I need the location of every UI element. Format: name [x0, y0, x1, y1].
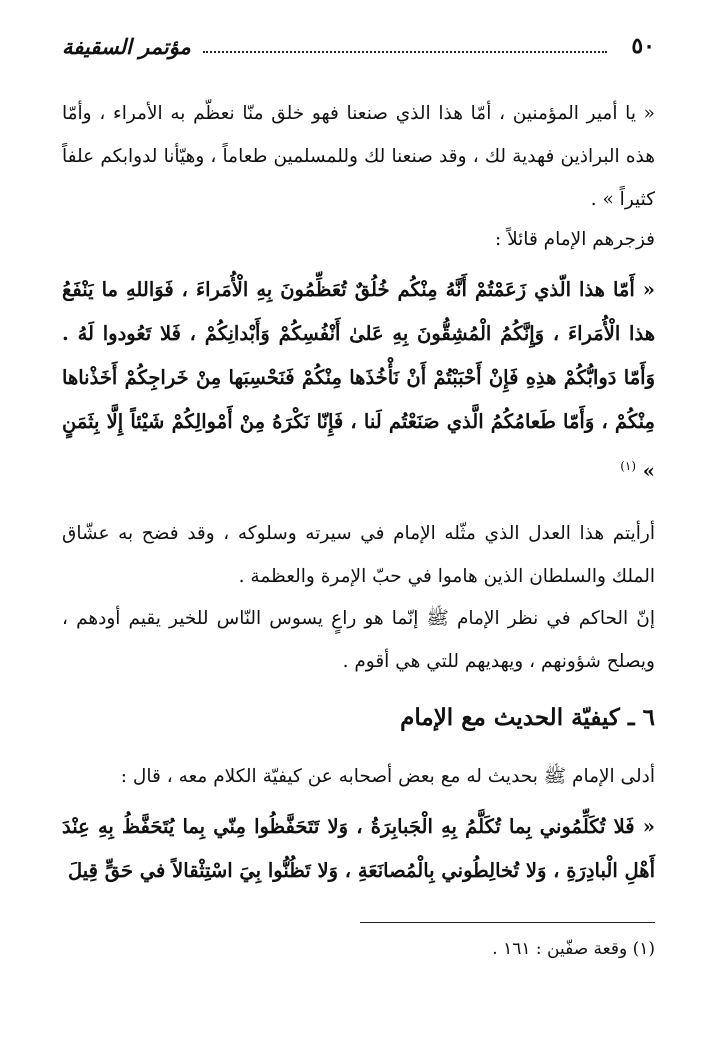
paragraph-3: أرأيتم هذا العدل الذي مثّله الإمام في سيرته وسلوكه ، وقد فضح به عشّاق الملك والسلطان الذين هاموا في حبّ الإمرة والعظمة .	[62, 523, 655, 587]
page-number: ٥٠	[631, 33, 655, 59]
quote-text: « أَمّا هذا الّذي زَعَمْتُمْ أَنَّهُ مِنْكُم خُلُقٌ تُعَظِّمُونَ بِهِ الْأُمَراءَ ، فَوَاللهِ ما يَنْفَعُ هذا الْأُمَراءَ ، وَإِنَّكُمُ الْمُشِقُّونَ بِهِ عَلىٰ أَنْفُسِكُمْ وَأَبْدانِكُمْ ، فَلا تَعُودوا لَهُ . وَأَمّا دَوابُّكُمْ هذِهِ فَإِنْ أَحْبَبْتُمْ أَنْ نَأْخُذَها مِنْكُمْ فَنَحْسِبَها مِنْ خَراجِكُمْ أَخَذْناها مِنْكُمْ ، وَأَمّا طَعامُكُمُ الَّذي صَنَعْتُم لَنا ، فَإِنّا نَكْرَهُ مِنْ أَمْوالِكُمْ شَيْئاً إِلَّا بِثَمَنٍ »	[62, 278, 655, 483]
section-heading: ٦ ـ كيفيّة الحديث مع الإمام	[400, 704, 655, 731]
header-dotted-leader	[203, 51, 608, 53]
paragraph-4: إنّ الحاكم في نظر الإمام ﷺ إنّما هو راعٍ يسوس النّاس للخير يقيم أودهم ، ويصلح شؤونهم ، ويهديهم للتي هي أقوم .	[62, 608, 655, 672]
footnote-divider	[360, 922, 655, 923]
paragraph-1: « يا أمير المؤمنين ، أمّا هذا الذي صنعنا فهو خلق منّا نعظّم به الأمراء ، وأمّا هذه البراذين فهدية لك ، وقد صنعنا لك وللمسلمين طعاماً ، وهيّأنا لدوابكم علفاً كثيراً » .	[62, 103, 655, 210]
book-title: مؤتمر السقيفة	[62, 33, 191, 59]
page-header	[62, 24, 655, 68]
footnote: (١) وقعة صفّين : ١٦١ .	[492, 939, 655, 959]
paragraph-5: أدلى الإمام ﷺ بحديث له مع بعض أصحابه عن كيفيّة الكلام معه ، قال :	[120, 766, 655, 787]
paragraph-2: فزجرهم الإمام قائلاً :	[495, 229, 655, 250]
footnote-marker: (١)	[620, 459, 637, 473]
quote-paragraph-1	[62, 268, 655, 494]
quote-paragraph-2: « فَلا تُكَلِّمُوني بِما تُكَلَّمُ بِهِ الْجَبابِرَةُ ، وَلا تَتَحَفَّظُوا مِنّي بِما يُتَحَفَّظُ بِهِ عِنْدَ أَهْلِ الْبادِرَةِ ، وَلا تُخالِطُوني بِالْمُصانَعَةِ ، وَلا تَظُنُّوا بِيَ اسْتِثْقالاً في حَقٍّ قِيلَ	[62, 815, 655, 882]
